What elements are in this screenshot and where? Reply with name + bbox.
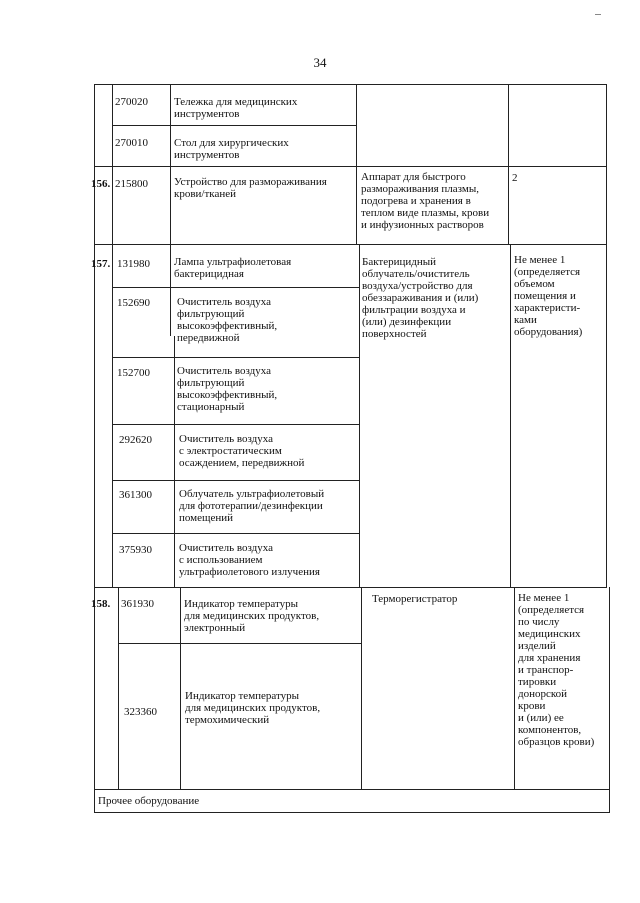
row-divider <box>112 424 359 425</box>
table-border-right <box>609 587 610 812</box>
item-code: 361930 <box>121 598 154 610</box>
item-code: 361300 <box>119 489 152 501</box>
row-number: 158. <box>91 598 111 610</box>
row-divider <box>112 125 356 126</box>
quantity: 2 <box>512 172 518 184</box>
item-name: Очиститель воздуха фильтрующий высокоэффективный, стационарный <box>177 365 278 413</box>
col-divider <box>510 244 511 587</box>
col-divider <box>356 84 357 244</box>
col-divider <box>170 84 171 336</box>
item-code: 323360 <box>124 706 157 718</box>
row-divider <box>112 533 359 534</box>
analog-description: Бактерицидный облучатель/очиститель воздуха/устройство для обеззараживания и (или) фильтрации воздуха и (или) дезинфекции поверхностей <box>362 256 479 340</box>
row-divider <box>112 357 359 358</box>
quantity: Не менее 1 (определяется объемом помещения и характеристи- ками оборудования) <box>514 254 583 338</box>
row-divider <box>112 480 359 481</box>
table-border-right <box>606 84 607 587</box>
item-name: Стол для хирургических инструментов <box>174 137 289 161</box>
col-divider <box>359 244 360 587</box>
item-code: 270010 <box>115 137 148 149</box>
col-divider <box>118 587 119 789</box>
scan-mark <box>595 14 601 15</box>
item-name: Очиститель воздуха с электростатическим осаждением, передвижной <box>179 433 305 469</box>
table-border-bottom <box>94 812 610 813</box>
item-name: Тележка для медицинских инструментов <box>174 96 298 120</box>
item-name: Очиститель воздуха фильтрующий высокоэффективный, передвижной <box>177 296 278 344</box>
row-divider <box>118 643 361 644</box>
item-name: Индикатор температуры для медицинских продуктов, термохимический <box>185 690 321 726</box>
row-number: 157. <box>91 258 111 270</box>
item-code: 215800 <box>115 178 148 190</box>
quantity: Не менее 1 (определяется по числу медицинских изделий для хранения и транспор- тировки донорской крови и (или) ее компонентов, образцов крови) <box>518 592 595 748</box>
col-divider <box>508 84 509 244</box>
row-divider <box>94 587 607 588</box>
col-divider <box>112 84 113 588</box>
item-name: Индикатор температуры для медицинских продуктов, электронный <box>184 598 320 634</box>
row-divider <box>94 789 610 790</box>
page-number: 34 <box>313 55 327 70</box>
item-code: 270020 <box>115 96 148 108</box>
item-name: Облучатель ультрафиолетовый для фототерапии/дезинфекции помещений <box>179 488 325 524</box>
col-divider <box>174 336 175 588</box>
item-name: Устройство для размораживания крови/тканей <box>174 176 327 200</box>
item-code: 152700 <box>117 367 150 379</box>
table-border-left <box>94 84 95 812</box>
section-title: Прочее оборудование <box>98 795 200 807</box>
row-number: 156. <box>91 178 111 190</box>
row-divider <box>112 287 359 288</box>
item-code: 292620 <box>119 434 152 446</box>
analog-description: Аппарат для быстрого размораживания плазмы, подогрева и хранения в теплом виде плазмы, крови и инфузионных растворов <box>361 171 490 231</box>
analog-description: Терморегистратор <box>372 593 458 605</box>
item-name: Очиститель воздуха с использованием ультрафиолетового излучения <box>179 542 320 578</box>
col-divider <box>514 587 515 789</box>
item-code: 131980 <box>117 258 150 270</box>
item-code: 375930 <box>119 544 152 556</box>
col-divider <box>361 587 362 789</box>
col-divider <box>180 587 181 789</box>
item-name: Лампа ультрафиолетовая бактерицидная <box>174 256 292 280</box>
item-code: 152690 <box>117 297 150 309</box>
